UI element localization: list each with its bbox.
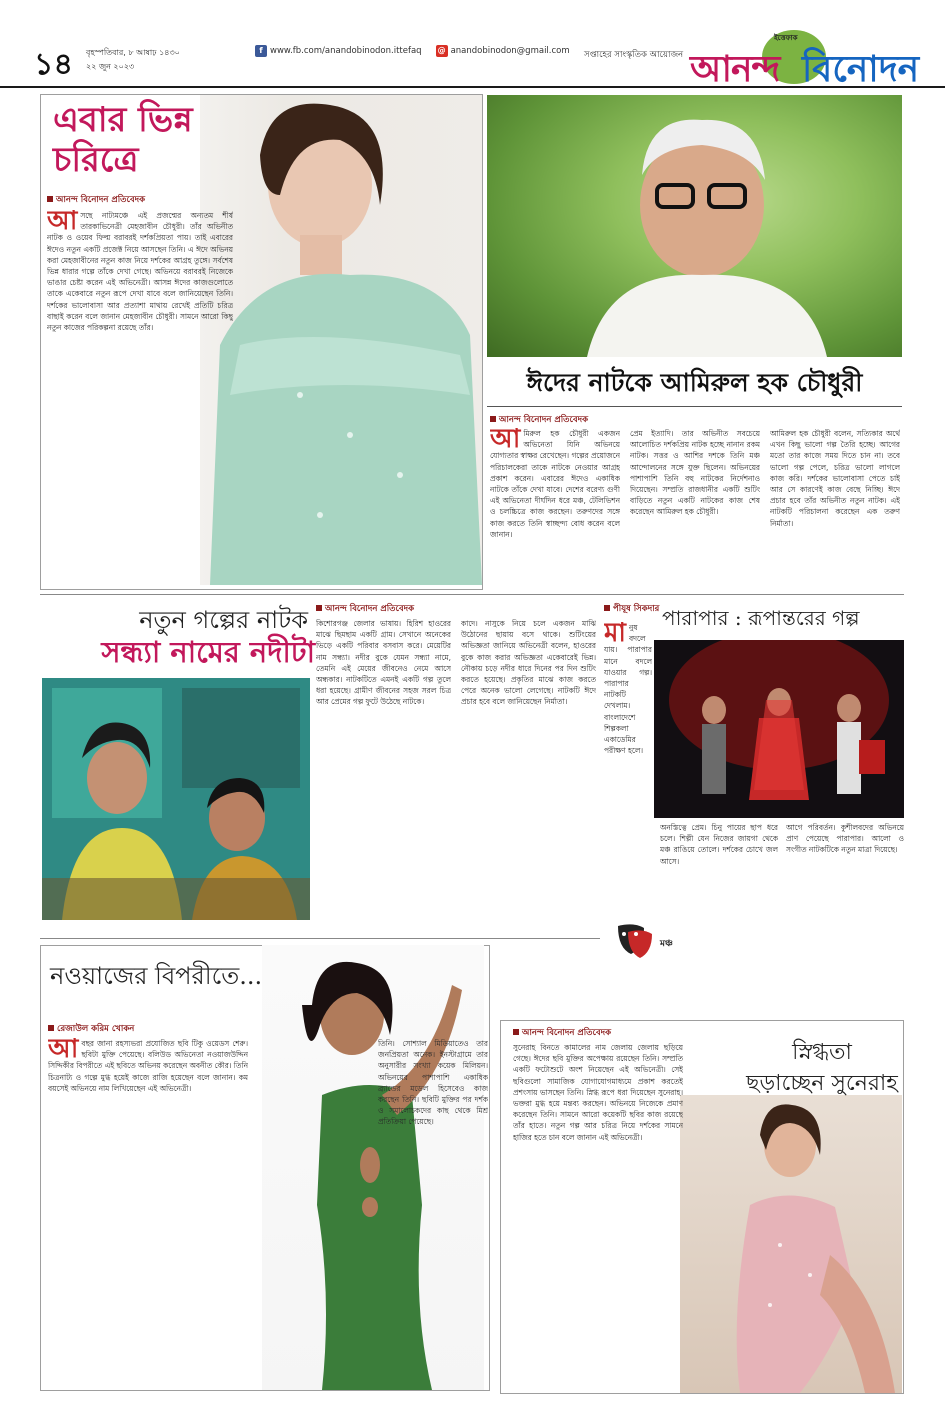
article4-byline: পীযূষ সিকদার xyxy=(604,602,659,616)
brand-logo xyxy=(690,28,920,90)
article3-byline: আনন্দ বিনোদন প্রতিবেদক xyxy=(316,602,414,616)
email-link[interactable] xyxy=(436,45,570,57)
article3-col1: কিশোরগঞ্জ জেলার ভাষায়। হিরিশ হাওরের মাঝে ছিমছাম একটি গ্রাম। সেখানে অনেকের ভিড়ে একটি পরিবার বসবাস করে। মেয়েটির নাম সন্ধ্যা। নদীর বুকে যেমন সন্ধ্যা নামে, তেমনি এই মেয়ের জীবনেও নেমে আসে অন্ধকার। নাটকটিতে এমনই একটি গল্প তুলে ধরা হয়েছে। গ্রামীণ জীবনের সহজ সরল চিত্র আর প্রেমের গল্প ফুটে উঠেছে নাটকে। xyxy=(316,619,451,707)
article6-title-line1: স্নিগ্ধতা xyxy=(792,1040,852,1065)
article5-columns xyxy=(48,1038,488,1388)
facebook-link[interactable] xyxy=(255,45,422,57)
article2-columns xyxy=(490,428,900,588)
article4-col2: আগে পরিবর্তন। কুশীলবদের অভিনয়ে প্রাণ পেয়েছে পারাপার। আলো ও সংগীত নাটকটিকে নতুন মাত্রা দিয়েছে। xyxy=(786,823,904,855)
actress-pink-dress-illustration xyxy=(680,1095,902,1393)
article5-title: নওয়াজের বিপরীতে... xyxy=(50,962,263,990)
stage-play-illustration xyxy=(654,640,904,818)
article4-photo xyxy=(654,640,904,818)
article1-title: এবার ভিন্ন চরিত্রে xyxy=(53,100,193,180)
page-number: ১৪ xyxy=(34,47,73,82)
article2-title-rule xyxy=(487,406,902,407)
facebook-icon: f xyxy=(255,45,267,57)
issue-date xyxy=(86,46,180,74)
drama-still-illustration xyxy=(42,678,310,920)
article3-photo xyxy=(42,678,310,920)
article6-photo xyxy=(680,1095,902,1393)
article4-col1: অনস্তিত্বে প্রেম। চিনু পায়ের ছাপ ধরে চলে। শিল্পী যেন নিজের জায়গা থেকে মঞ্চ রাঙিয়ে তোলে। দর্শকের চোখে জল আসে। xyxy=(660,823,778,866)
article4-col-left xyxy=(604,622,652,818)
actress-illustration xyxy=(200,95,482,585)
article2-col3: আমিরুল হক চৌধুরী বলেন, সত্যিকার অর্থে এখন কিছু ভালো গল্প তৈরি হচ্ছে। আগের মতো তার কাজে সময় দিতে চান না। তবে ভালো গল্প পেলে, চরিত্র ভালো লাগলে কাজ করি। দর্শকের ভালোবাসা পেতে চাই আর সে কারণেই কাজ বেছে নিচ্ছি। ঈদে প্রচার হবে তাঁর অভিনীত নতুন নাটক। এই নাটকটি পরিচালনা করেছেন এক তরুণ নির্মাতা। xyxy=(770,429,900,528)
theatre-mask-icon xyxy=(614,920,654,960)
article1-dropcap: আ xyxy=(47,210,78,236)
article5-col1-text: বছর জানা রহস্যভরা প্রযোজিত ছবি টিকু ওয়েডস শেরু। ছবিটা মুক্তি পেয়েছে। বলিউড অভিনেতা নওয়াজউদ্দিন সিদ্দিকীর বিপরীতে এই ছবিতে অভিনয় করেছেন অবনীত কৌর। তিনি চিত্রনাট্য ও গল্পে মুগ্ধ হয়েই কাজে রাজি হয়েছেন বলে জানান। কম বয়সেই অভিনয়ে নাম লিখিয়েছেন এই অভিনেত্রী। xyxy=(48,1039,248,1093)
article2-dropcap: আ xyxy=(490,428,521,454)
article1-photo xyxy=(200,95,482,585)
article6-byline: আনন্দ বিনোদন প্রতিবেদক xyxy=(513,1026,611,1040)
article3-title-line1: নতুন গল্পের নাটক xyxy=(139,606,308,634)
article2-col2: প্রেম ইত্যাদি। তার অভিনীত সবচেয়ে আলোচিত দর্শকপ্রিয় নাটক হচ্ছে নানান রকম নাটক। সত্তর ও আশির দশকে তিনি মঞ্চ আন্দোলনের সঙ্গে যুক্ত ছিলেন। অভিনয়ের পাশাপাশি তিনি বহু নাটকের নির্দেশনাও দিয়েছেন। সম্প্রতি রাজধানীর একটি শুটিং বাড়িতে নতুন একটি নাটকের কাজ শেষ করেছেন আমিরুল হক চৌধুরী। xyxy=(630,429,760,517)
article3-col2: কাদে। নাসুকে নিয়ে চলে একজন মাঝি উঠোনের ছায়ায় বসে থাকে। শুটিংয়ের অভিজ্ঞতা জানিয়ে অভিনেত্রী বলেন, হাওরের বুকে কাজ করার অভিজ্ঞতা একেবারেই ভিন্ন। নৌকায় চড়ে নদীর ধারে দিনের পর দিন শুটিং করতে হয়েছে। প্রকৃতির মাঝে কাজ করতে পেরে অনেক ভালো লেগেছে। নাটকটি ঈদে প্রচার হবে বলে জানিয়েছেন নির্মাতা। xyxy=(461,619,596,707)
stage-section-label: মঞ্চ xyxy=(660,939,673,949)
article4-title: পারাপার : রূপান্তরের গল্প xyxy=(662,606,860,630)
article2-title: ঈদের নাটকে আমিরুল হক চৌধুরী xyxy=(526,368,863,397)
article4-dropcap: মা xyxy=(604,622,626,648)
brand-tagline: সপ্তাহের সাংস্কৃতিক আয়োজন xyxy=(584,50,684,60)
logo-text-part1: আনন্দ xyxy=(690,48,780,90)
section-divider-1 xyxy=(40,594,904,595)
article5-byline: রেজাউল করিম খোকন xyxy=(48,1022,134,1036)
article2-col1-text: মিরুল হক চৌধুরী একজন অভিনেতা যিনি অভিনয়ে যোগ্যতার স্বাক্ষর রেখেছেন। গল্পের প্রয়োজনে পরিচালকেরা তাকে নাটকে নেওয়ার আগ্রহ প্রকাশ করেন। এবারের ঈদেও একাধিক নাটকে তাঁকে দেখা যাবে। দেশের বরেণ্য গুণী এই অভিনেতা দীর্ঘদিন ধরে মঞ্চ, টেলিভিশন ও চলচ্চিত্রে কাজ করছেন। তরুণদের সঙ্গে কাজ করতে তিনি স্বাচ্ছন্দ্য বোধ করেন বলে জানান। xyxy=(490,429,620,539)
issue-date-line2: ২২ জুন ২০২৩ xyxy=(86,62,135,71)
logo-small-text: ইত্তেফাক xyxy=(774,34,798,42)
actor-illustration xyxy=(487,95,902,357)
article6-body: সুনেরাহ বিনতে কামালের নাম জেলায় জেলায় ছড়িয়ে গেছে। ঈদের ছবি মুক্তির অপেক্ষায় রয়েছেন তিনি। সম্প্রতি একটি ফটোশুটে অংশ নিয়েছেন এই অভিনেত্রী। সেই ছবিগুলো সামাজিক যোগাযোগমাধ্যমে প্রকাশ করতেই প্রশংসায় ভাসছেন তিনি। স্নিগ্ধ রূপে ধরা দিয়েছেন সুনেরাহ। ভক্তরা মুগ্ধ হয়ে মন্তব্য করছেন। অভিনয়ে নিজেকে প্রমাণ করেছেন তিনি। সামনে আরো কয়েকটি ছবির কাজ রয়েছে তাঁর হাতে। নতুন গল্প আর চরিত্র নিয়ে দর্শকের সামনে হাজির হতে চান বলে জানান এই অভিনেত্রী। xyxy=(513,1043,683,1142)
article2-byline: আনন্দ বিনোদন প্রতিবেদক xyxy=(490,413,588,427)
article5-dropcap: আ xyxy=(48,1038,79,1064)
masthead xyxy=(0,0,945,88)
logo-text-part2: বিনোদন xyxy=(802,48,920,90)
article5-col2: তিনি। সোশ্যাল মিডিয়াতেও তার জনপ্রিয়তা অনেক। ইনস্টাগ্রামে তার অনুসারীর সংখ্যা কয়েক মিলিয়ন। অভিনয়ের পাশাপাশি একাধিক ব্র্যান্ডের মডেল হিসেবেও কাজ করছেন তিনি। ছবিটি মুক্তির পর দর্শক ও সমালোচকদের কাছ থেকে মিশ্র প্রতিক্রিয়া পেয়েছে। xyxy=(378,1039,488,1127)
section-divider-2 xyxy=(40,938,600,939)
article1-body-text: সছে নাট্যমঞ্চে এই প্রজন্মের অন্যতম শীর্ষ তারকাভিনেত্রী মেহজাবীন চৌধুরী। তাঁর অভিনীত নাটক ও ওয়েব ফিল্ম বরাবরই দর্শকপ্রিয়তা পায়। তাই এবারের ঈদেও নতুন একটি প্রজেক্ট নিয়ে আসছেন তিনি। এ ঈদে অভিনয় করা মেহজাবীনের নতুন কাজ নিয়ে দর্শকের আগ্রহ তুঙ্গে। সর্বশেষ ভিন্ন ধারার গল্পে তাঁকে দেখা গেছে। অভিনয়ে বরাবরই নিজেকে ভাঙার চেষ্টা করেন এই অভিনেত্রী। আসন্ন ঈদের কাজগুলোতে তাকে একেবারে নতুন রূপে দেখা যাবে বলে জানিয়েছেন তিনি। দর্শকের ভালোবাসা আর প্রত্যাশা মাথায় রেখেই প্রতিটি চরিত্র বাছাই করেন বলে জানান মেহজাবীন চৌধুরী। সামনে আরো কিছু নতুন কাজের পরিকল্পনা রয়েছে তাঁর। xyxy=(47,211,233,333)
issue-date-line1: বৃহস্পতিবার, ৮ আষাঢ় ১৪৩০ xyxy=(86,48,180,57)
email-address: anandobinodon@gmail.com xyxy=(450,46,570,56)
article4-columns xyxy=(660,822,904,922)
article5-col1 xyxy=(48,1038,248,1388)
facebook-url: www.fb.com/anandobinodon.ittefaq xyxy=(270,46,422,56)
article3-columns xyxy=(316,618,596,920)
article2-col1 xyxy=(490,428,620,588)
article3-title-line2: সন্ধ্যা নামের নদীটা xyxy=(101,635,315,669)
social-links xyxy=(255,45,570,57)
article1-body xyxy=(47,210,233,585)
article4-col-left-text: নুষ বদলে যায়। পারাপার মানে বদলে যাওয়ার গল্প। পারাপার নাটকটি দেখলাম। বাংলাদেশে শিল্পকলা একাডেমির পরীক্ষণ হলে। xyxy=(604,623,652,756)
email-icon: @ xyxy=(437,46,446,55)
article2-photo xyxy=(487,95,902,357)
article1-byline: আনন্দ বিনোদন প্রতিবেদক xyxy=(47,193,145,207)
article6-title-line2: ছড়াচ্ছেন সুনেরাহ xyxy=(746,1071,898,1096)
